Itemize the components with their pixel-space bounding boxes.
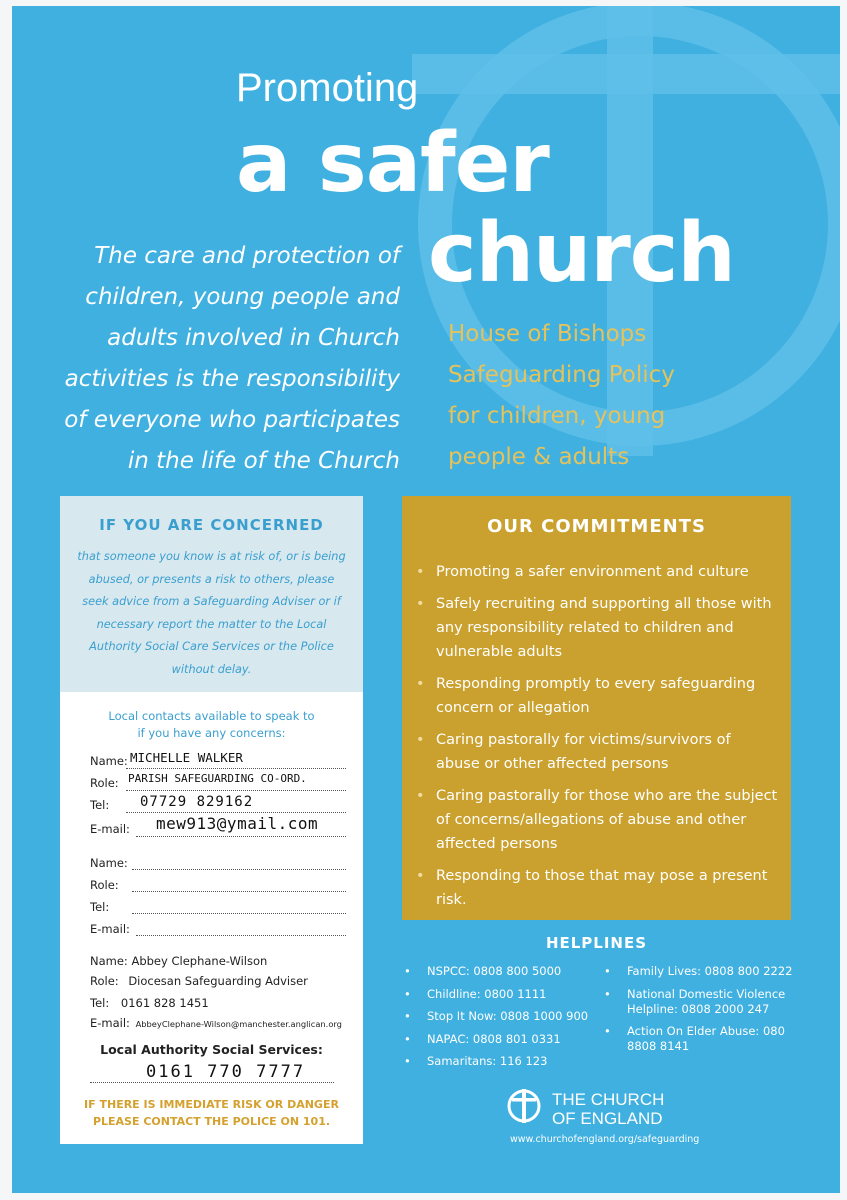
diocesan-name-label: Name: — [90, 954, 128, 968]
contact1-email: mew913@ymail.com — [156, 814, 319, 833]
dotted-line — [136, 935, 346, 936]
policy-subtitle — [448, 314, 748, 478]
dotted-line — [90, 1082, 334, 1083]
lead-statement — [32, 236, 400, 482]
diocesan-name: Abbey Clephane-Wilson — [131, 954, 268, 968]
diocesan-name-row — [90, 954, 267, 968]
lead-line: of everyone who participates — [64, 407, 400, 433]
diocesan-role-row — [90, 974, 308, 988]
dotted-line — [132, 869, 346, 870]
helplines-column-2 — [602, 964, 802, 1062]
helpline-item: • National Domestic Violence Helpline: 0808 2000 247 — [602, 987, 802, 1017]
commitment-item: • Caring pastorally for victims/survivors of abuse or other affected persons — [416, 728, 778, 776]
diocesan-role: Diocesan Safeguarding Adviser — [128, 974, 308, 988]
dotted-line — [126, 790, 346, 791]
dotted-line — [126, 812, 346, 813]
promoting-heading: Promoting — [236, 66, 419, 110]
lead-line: in the life of the Church — [127, 448, 400, 474]
diocesan-tel-row — [90, 996, 209, 1010]
lead-line: adults involved in Church — [107, 325, 400, 351]
contact1-role-label: Role: — [90, 776, 119, 790]
contact2-email-label: E-mail: — [90, 922, 130, 936]
local-authority-phone: 0161 770 7777 — [146, 1062, 306, 1082]
org-line: OF ENGLAND — [552, 1109, 663, 1128]
helpline-item: • Stop It Now: 0808 1000 900 — [402, 1009, 592, 1024]
dotted-line — [132, 913, 346, 914]
concern-text: that someone you know is at risk of, or is being abused, or presents a risk to others, please seek advice from a Safeguarding Adviser or if necessary report the matter to the Local Authority Social Care Services or the Police without delay. — [77, 550, 346, 676]
diocesan-tel: 0161 828 1451 — [120, 996, 209, 1010]
policy-line: Safeguarding Policy — [448, 362, 675, 388]
concern-title: IF YOU ARE CONCERNED — [99, 516, 324, 534]
church-of-england-logo-icon — [506, 1088, 542, 1124]
contact1-role: PARISH SAFEGUARDING CO-ORD. — [128, 772, 307, 785]
diocesan-email: AbbeyClephane-Wilson@manchester.anglican.org — [135, 1019, 342, 1029]
commitment-item: • Responding promptly to every safeguarding concern or allegation — [416, 672, 778, 720]
dotted-line — [126, 768, 346, 769]
contact2-tel-label: Tel: — [90, 900, 110, 914]
commitment-item: • Responding to those that may pose a present risk. — [416, 864, 778, 912]
contact1-tel-label: Tel: — [90, 798, 110, 812]
commitment-item: • Safely recruiting and supporting all those with any responsibility related to children and vulnerable adults — [416, 592, 778, 664]
helpline-item: • Family Lives: 0808 800 2222 — [602, 964, 802, 979]
helpline-item: • NSPCC: 0808 800 5000 — [402, 964, 592, 979]
diocesan-email-label: E-mail: — [90, 1016, 130, 1030]
helpline-item: • Childline: 0800 1111 — [402, 987, 592, 1002]
warning-line: PLEASE CONTACT THE POLICE ON 101. — [92, 1115, 331, 1128]
diocesan-tel-label: Tel: — [90, 996, 110, 1010]
contact1-tel: 07729 829162 — [140, 794, 254, 810]
contact1-name: MICHELLE WALKER — [130, 750, 243, 765]
commitments-title: OUR COMMITMENTS — [487, 516, 706, 537]
helplines-title: HELPLINES — [545, 934, 648, 952]
commitment-item: • Caring pastorally for those who are the subject of concerns/allegations of abuse and other affected persons — [416, 784, 778, 856]
local-authority-label: Local Authority Social Services: — [100, 1042, 323, 1057]
commitment-item: • Promoting a safer environment and culture — [416, 560, 778, 584]
title-church: church — [428, 206, 735, 301]
policy-line: House of Bishops — [448, 321, 647, 347]
safeguarding-url[interactable]: www.churchofengland.org/safeguarding — [510, 1134, 700, 1145]
warning-line: IF THERE IS IMMEDIATE RISK OR DANGER — [84, 1098, 339, 1111]
title-a-safer: a safer — [236, 116, 549, 211]
commitments-list — [416, 560, 778, 920]
lead-line: The care and protection of — [94, 243, 400, 269]
policy-line: people & adults — [448, 444, 630, 470]
diocesan-email-row — [90, 1016, 342, 1030]
contact1-email-label: E-mail: — [90, 822, 130, 836]
helplines-column-1 — [402, 964, 592, 1077]
organisation-name — [552, 1090, 664, 1128]
lead-line: children, young people and — [85, 284, 400, 310]
dotted-line — [132, 891, 346, 892]
emergency-warning — [60, 1096, 363, 1130]
concern-contacts-card — [60, 496, 363, 1144]
commitments-panel — [402, 496, 791, 920]
contact1-name-label: Name: — [90, 754, 128, 768]
helpline-item: • Samaritans: 116 123 — [402, 1054, 592, 1069]
policy-line: for children, young — [448, 403, 666, 429]
contact2-role-label: Role: — [90, 878, 119, 892]
lead-line: activities is the responsibility — [64, 366, 400, 392]
dotted-line — [136, 836, 346, 837]
helpline-item: • NAPAC: 0808 801 0331 — [402, 1032, 592, 1047]
poster — [12, 6, 840, 1193]
contacts-intro-line: Local contacts available to speak to — [108, 709, 315, 723]
diocesan-role-label: Role: — [90, 974, 119, 988]
contacts-intro-line: if you have any concerns: — [137, 726, 286, 740]
contacts-intro — [60, 708, 363, 742]
helpline-item: • Action On Elder Abuse: 080 8808 8141 — [602, 1024, 802, 1054]
contact2-name-label: Name: — [90, 856, 128, 870]
org-line: THE CHURCH — [552, 1090, 665, 1109]
concern-panel — [60, 496, 363, 692]
